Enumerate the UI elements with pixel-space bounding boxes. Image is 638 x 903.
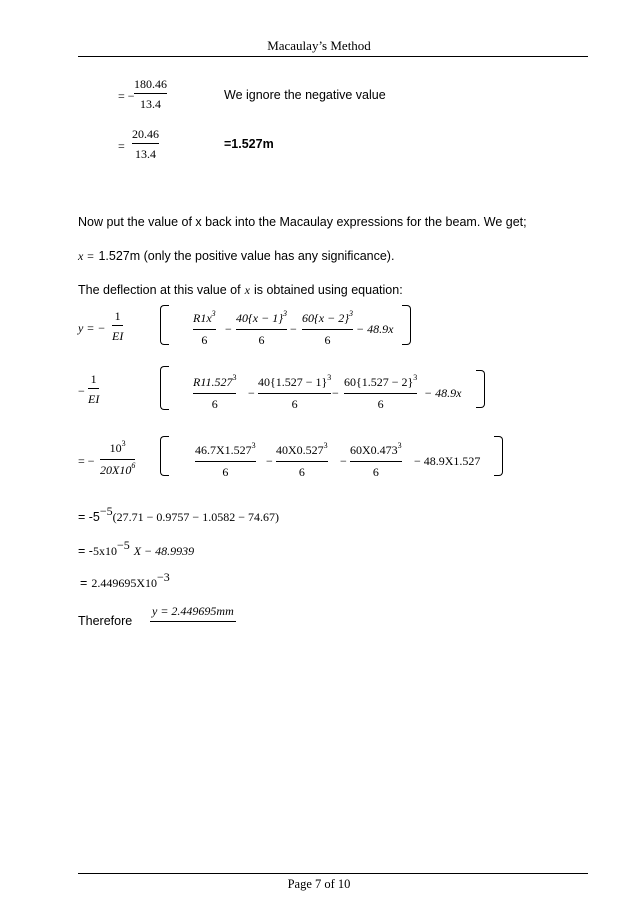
paragraph-x-value [78, 247, 394, 265]
final-label: Therefore [78, 614, 133, 628]
eq3-term1 [195, 443, 256, 479]
root1-denominator: 13.4 [140, 97, 161, 111]
eq2-term2-num: $40\{1.527 - 1\}^3$ [258, 373, 332, 389]
eq3-term2-den: 6 [298, 465, 305, 479]
x-var: x [244, 283, 250, 297]
eq6-base: 2.449695X10 [91, 576, 157, 590]
paragraph-substitute: Now put the value of x back into the Macaulay expressions for the beam. We get; [78, 215, 527, 229]
x-var: x = [78, 249, 95, 263]
eq1-coefficient [112, 309, 123, 343]
paragraph-deflection [78, 281, 403, 299]
eq5-base: 5x10 [92, 544, 117, 558]
eq1-term2 [236, 311, 287, 347]
eq6-line [80, 570, 170, 592]
root2-result: =1.527m [224, 137, 274, 151]
eq3-term1-den: 6 [222, 465, 229, 479]
eq2-term3-num: $60\{1.527 - 2\}^3$ [344, 373, 418, 389]
fraction-bar [350, 461, 402, 462]
eq2-coef-den: EI [88, 392, 100, 406]
x-value-text: 1.527m (only the positive value has any significance). [98, 249, 395, 263]
eq2-left-bracket [160, 366, 169, 410]
eq2-term2-den: 6 [291, 397, 298, 411]
fraction-bar [112, 325, 123, 326]
eq3-term3-den: 6 [372, 465, 379, 479]
eq3-term1-num: 46.7X1.527$^3$ [195, 441, 256, 457]
eq3-right-bracket [494, 436, 503, 476]
eq4-exponent: −5 [99, 504, 113, 518]
eq1-coef-num: 1 [114, 309, 121, 323]
page-header-title: Macaulay’s Method [267, 38, 371, 53]
eq2-minus2: − [332, 386, 339, 400]
eq2-lhs: − [78, 384, 85, 398]
eq2-coef-num: 1 [90, 372, 97, 386]
eq4-body: (27.71 − 0.9757 − 1.0582 − 74.67) [112, 510, 279, 524]
eq3-lhs: = − [78, 454, 95, 468]
eq3-left-bracket [160, 436, 169, 476]
root2-numerator: 20.46 [132, 127, 159, 141]
eq5-exponent: −5 [116, 538, 130, 552]
root2-fraction [132, 127, 159, 161]
deflection-text-after: is obtained using equation: [253, 283, 403, 297]
header-rule [78, 56, 588, 57]
eq2-term2 [258, 375, 331, 411]
eq3-minus2: − [340, 454, 347, 468]
eq1-term3-num: $60\{x - 2\}^3$ [302, 309, 354, 325]
eq1-right-bracket [402, 305, 411, 345]
eq1-coef-den: EI [112, 329, 124, 343]
eq1-tail: − 48.9x [356, 322, 394, 336]
fraction-bar [88, 388, 99, 389]
eq5-body: X − 48.9939 [133, 544, 195, 558]
root1-sign: = − [118, 89, 135, 103]
fraction-bar [132, 143, 159, 144]
eq3-term3 [350, 443, 402, 479]
eq5-prefix: = - [78, 544, 93, 558]
eq1-term3-den: 6 [324, 333, 331, 347]
eq2-term1 [193, 375, 236, 411]
eq2-tail: − 48.9x [424, 386, 462, 400]
root1-note: We ignore the negative value [224, 88, 386, 102]
eq1-lhs: y = − [78, 321, 106, 335]
eq3-coefficient [100, 441, 135, 479]
root2-sign: = [118, 139, 125, 153]
eq1-term3 [302, 311, 353, 347]
eq1-term1-den: 6 [201, 333, 208, 347]
page-number: Page 7 of 10 [287, 877, 351, 891]
eq2-term3-den: 6 [377, 397, 384, 411]
deflection-text-before: The deflection at this value of [78, 283, 241, 297]
eq3-term2 [276, 443, 328, 479]
eq1-minus1: − [225, 322, 232, 336]
eq3-term3-num: 60X0.473$^3$ [350, 441, 402, 457]
root1-fraction [134, 77, 167, 111]
fraction-bar [258, 393, 331, 394]
eq1-left-bracket [160, 305, 169, 345]
eq1-minus2: − [290, 322, 297, 336]
fraction-bar [195, 461, 256, 462]
fraction-bar [193, 329, 216, 330]
fraction-bar [302, 329, 353, 330]
eq2-coefficient [88, 372, 99, 406]
fraction-bar [134, 93, 167, 94]
eq3-coef-den: $20X10^6$ [100, 461, 136, 477]
eq1-term1 [193, 311, 216, 347]
eq1-term2-den: 6 [258, 333, 265, 347]
eq3-minus1: − [266, 454, 273, 468]
eq1-term2-num: $40\{x - 1\}^3$ [236, 309, 288, 325]
root1-numerator: 180.46 [134, 77, 167, 91]
eq3-tail: − 48.9X1.527 [414, 454, 481, 468]
fraction-bar [276, 461, 328, 462]
fraction-bar [344, 393, 417, 394]
eq3-coef-num: $10^3$ [109, 439, 126, 455]
fraction-bar [100, 459, 135, 460]
fraction-bar [236, 329, 287, 330]
fraction-bar [193, 393, 236, 394]
eq2-minus1: − [248, 386, 255, 400]
eq2-term1-num: R11.527$^3$ [193, 373, 237, 389]
eq6-exponent: −3 [156, 570, 170, 584]
final-equation: y = 2.449695mm [150, 604, 236, 622]
eq4-prefix: = -5 [78, 510, 100, 524]
eq4-line [78, 504, 279, 526]
eq2-right-bracket [476, 370, 485, 408]
eq6-prefix: = [80, 576, 88, 590]
eq3-term2-num: 40X0.527$^3$ [276, 441, 328, 457]
eq5-line [78, 538, 195, 560]
root2-denominator: 13.4 [135, 147, 156, 161]
eq2-term3 [344, 375, 417, 411]
footer-rule [78, 873, 588, 874]
eq2-term1-den: 6 [211, 397, 218, 411]
eq1-term1-num: $R1x^3$ [193, 309, 216, 325]
